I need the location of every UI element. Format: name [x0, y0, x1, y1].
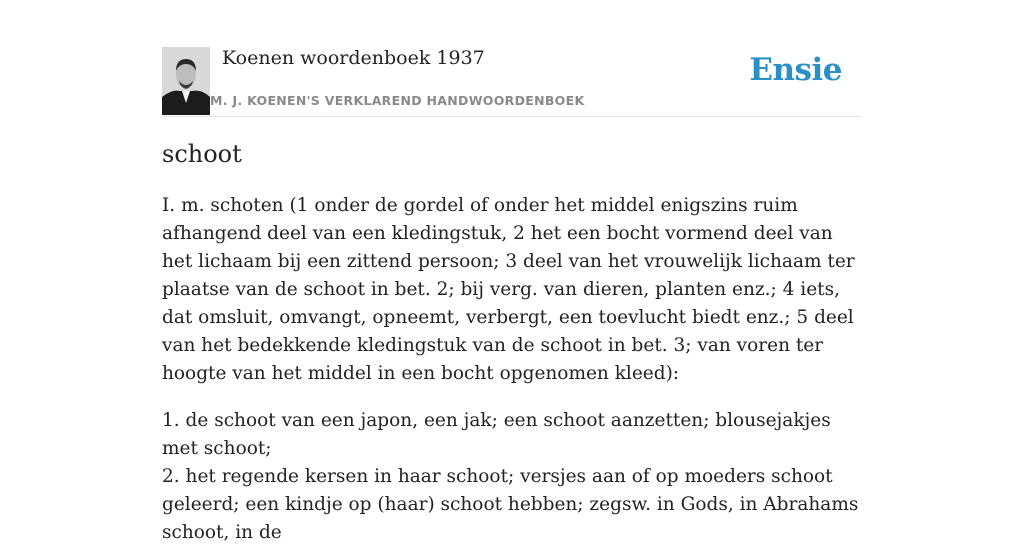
dictionary-title[interactable]: Koenen woordenboek 1937: [222, 47, 485, 69]
example-item: 2. het regende kersen in haar schoot; versjes aan of op moeders schoot geleerd; een kindje op (haar) schoot hebben; zegsw. in Gods, in Abrahams schoot, in de: [162, 466, 859, 543]
example-item: 1. de schoot van een japon, een jak; een schoot aanzetten; blousejakjes met schoot;: [162, 410, 831, 459]
entry-examples: [162, 407, 862, 547]
ensie-logo-link[interactable]: Ensie: [749, 52, 842, 88]
dictionary-subtitle: M. J. KOENEN'S VERKLAREND HANDWOORDENBOEK: [210, 93, 585, 108]
entry-content: [162, 192, 862, 547]
entry-headword: schoot: [162, 140, 242, 168]
author-portrait: [162, 47, 210, 115]
dictionary-header: [162, 46, 862, 117]
entry-definition: I. m. schoten (1 onder de gordel of onder het middel enigszins ruim afhangend deel van een kledingstuk, 2 het een bocht vormend deel van het lichaam bij een zittend persoon; 3 deel van het vrouwelijk lichaam ter plaatse van de schoot in bet. 2; bij verg. van dieren, planten enz.; 4 iets, dat omsluit, omvangt, opneemt, verbergt, een toevlucht biedt enz.; 5 deel van het bedekkende kledingstuk van de schoot in bet. 3; van voren ter hoogte van het middel in een bocht opgenomen kleed):: [162, 195, 855, 384]
